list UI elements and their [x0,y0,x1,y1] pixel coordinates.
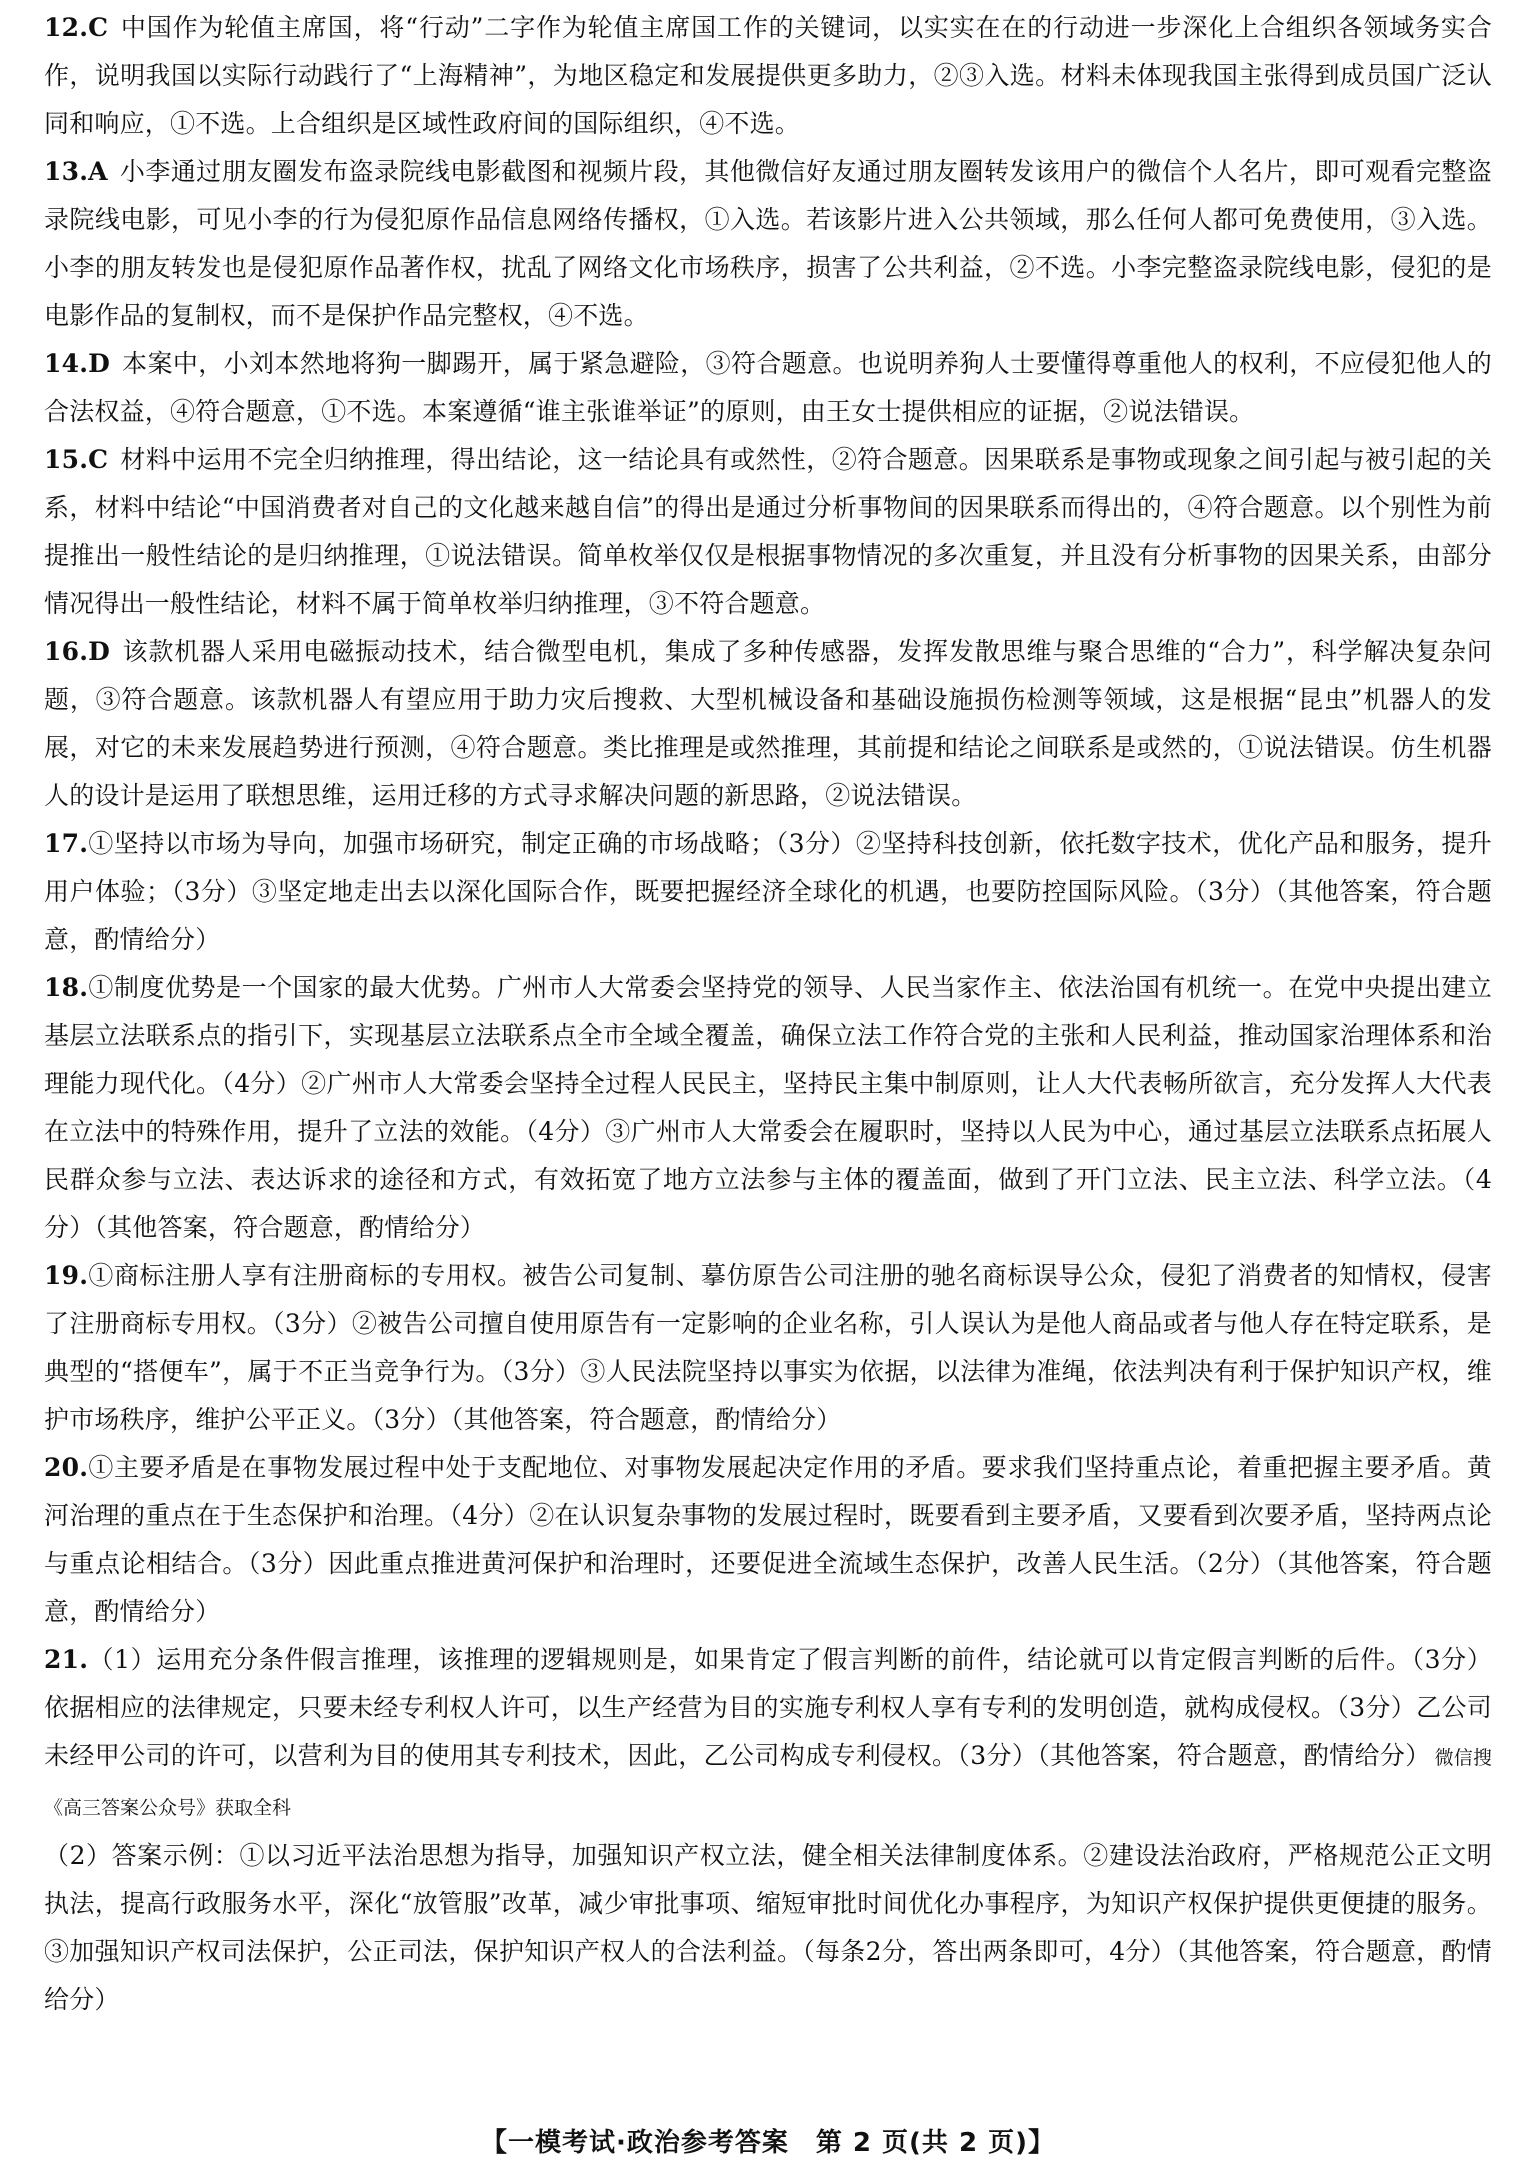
question-number: 16. [44,637,89,666]
answer-explanation: （1）运用充分条件假言推理，该推理的逻辑规则是，如果肯定了假言判断的前件，结论就可以肯定假言判断的后件。（3分）依据相应的法律规定，只要未经专利权人许可，以生产经营为目的实施专利权人享有专利的发明创造，就构成侵权。（3分）乙公司未经甲公司的许可，以营利为目的使用其专利技术，因此，乙公司构成专利侵权。（3分）（其他答案，符合题意，酌情给分） [44,1645,1492,1770]
question-number: 12. [44,13,89,42]
answer-18 [44,964,1492,1252]
question-number: 21. [44,1645,89,1674]
answer-17 [44,820,1492,964]
answer-16 [44,628,1492,820]
answer-explanation: 本案中，小刘本然地将狗一脚踢开，属于紧急避险，③符合题意。也说明养狗人士要懂得尊重他人的权利，不应侵犯他人的合法权益，④符合题意，①不选。本案遵循“谁主张谁举证”的原则，由王女士提供相应的证据，②说法错误。 [44,349,1492,426]
answer-explanation: 中国作为轮值主席国，将“行动”二字作为轮值主席国工作的关键词，以实实在在的行动进一步深化上合组织各领域务实合作，说明我国以实际行动践行了“上海精神”，为地区稳定和发展提供更多助力，②③入选。材料未体现我国主张得到成员国广泛认同和响应，①不选。上合组织是区域性政府间的国际组织，④不选。 [44,13,1492,138]
answer-14 [44,340,1492,436]
question-number: 19. [44,1261,89,1290]
answer-19 [44,1252,1492,1444]
watermark-text: 微信搜《高三答案公众号》获取全科 [44,1747,1492,1819]
answer-explanation: ①商标注册人享有注册商标的专用权。被告公司复制、摹仿原告公司注册的驰名商标误导公众，侵犯了消费者的知情权，侵害了注册商标专用权。（3分）②被告公司擅自使用原告有一定影响的企业名称，引人误认为是他人商品或者与他人存在特定联系，是典型的“搭便车”，属于不正当竞争行为。（3分）③人民法院坚持以事实为依据，以法律为准绳，依法判决有利于保护知识产权，维护市场秩序，维护公平正义。（3分）（其他答案，符合题意，酌情给分） [44,1261,1492,1434]
answer-key: C [88,445,109,474]
question-number: 18. [44,973,89,1002]
question-number: 20. [44,1453,89,1482]
answer-explanation: （2）答案示例：①以习近平法治思想为指导，加强知识产权立法，健全相关法律制度体系。②建设法治政府，严格规范公正文明执法，提高行政服务水平，深化“放管服”改革，减少审批事项、缩短审批时间优化办事程序，为知识产权保护提供更便捷的服务。③加强知识产权司法保护，公正司法，保护知识产权人的合法利益。（每条2分，答出两条即可，4分）（其他答案，符合题意，酌情给分） [44,1841,1492,2014]
answer-explanation: 小李通过朋友圈发布盗录院线电影截图和视频片段，其他微信好友通过朋友圈转发该用户的微信个人名片，即可观看完整盗录院线电影，可见小李的行为侵犯原作品信息网络传播权，①入选。若该影片进入公共领域，那么任何人都可免费使用，③入选。小李的朋友转发也是侵犯原作品著作权，扰乱了网络文化市场秩序，损害了公共利益，②不选。小李完整盗录院线电影，侵犯的是电影作品的复制权，而不是保护作品完整权，④不选。 [44,157,1492,330]
answer-20 [44,1444,1492,1636]
answer-13 [44,148,1492,340]
answer-15 [44,436,1492,628]
answer-key: D [88,637,110,666]
page-footer: 【一模考试·政治参考答案 第 2 页(共 2 页)】 [480,2128,1056,2158]
answer-key: C [88,13,109,42]
question-number: 14. [44,349,89,378]
question-number: 13. [44,157,89,186]
answer-explanation: ①主要矛盾是在事物发展过程中处于支配地位、对事物发展起决定作用的矛盾。要求我们坚持重点论，着重把握主要矛盾。黄河治理的重点在于生态保护和治理。（4分）②在认识复杂事物的发展过程时，既要看到主要矛盾，又要看到次要矛盾，坚持两点论与重点论相结合。（3分）因此重点推进黄河保护和治理时，还要促进全流域生态保护，改善人民生活。（2分）（其他答案，符合题意，酌情给分） [44,1453,1492,1626]
answer-explanation: 该款机器人采用电磁振动技术，结合微型电机，集成了多种传感器，发挥发散思维与聚合思维的“合力”，科学解决复杂问题，③符合题意。该款机器人有望应用于助力灾后搜救、大型机械设备和基础设施损伤检测等领域，这是根据“昆虫”机器人的发展，对它的未来发展趋势进行预测，④符合题意。类比推理是或然推理，其前提和结论之间联系是或然的，①说法错误。仿生机器人的设计是运用了联想思维，运用迁移的方式寻求解决问题的新思路，②说法错误。 [44,637,1492,810]
answer-explanation: 材料中运用不完全归纳推理，得出结论，这一结论具有或然性，②符合题意。因果联系是事物或现象之间引起与被引起的关系，材料中结论“中国消费者对自己的文化越来越自信”的得出是通过分析事物间的因果联系而得出的，④符合题意。以个别性为前提推出一般性结论的是归纳推理，①说法错误。简单枚举仅仅是根据事物情况的多次重复，并且没有分析事物的因果关系，由部分情况得出一般性结论，材料不属于简单枚举归纳推理，③不符合题意。 [44,445,1492,618]
answer-explanation: ①制度优势是一个国家的最大优势。广州市人大常委会坚持党的领导、人民当家作主、依法治国有机统一。在党中央提出建立基层立法联系点的指引下，实现基层立法联系点全市全域全覆盖，确保立法工作符合党的主张和人民利益，推动国家治理体系和治理能力现代化。（4分）②广州市人大常委会坚持全过程人民民主，坚持民主集中制原则，让人大代表畅所欲言，充分发挥人大代表在立法中的特殊作用，提升了立法的效能。（4分）③广州市人大常委会在履职时，坚持以人民为中心，通过基层立法联系点拓展人民群众参与立法、表达诉求的途径和方式，有效拓宽了地方立法参与主体的覆盖面，做到了开门立法、民主立法、科学立法。（4分）（其他答案，符合题意，酌情给分） [44,973,1492,1242]
answer-12 [44,4,1492,148]
answer-key: D [88,349,110,378]
question-number: 17. [44,829,89,858]
answer-explanation: ①坚持以市场为导向，加强市场研究，制定正确的市场战略；（3分）②坚持科技创新，依托数字技术，优化产品和服务，提升用户体验；（3分）③坚定地走出去以深化国际合作，既要把握经济全球化的机遇，也要防控国际风险。（3分）（其他答案，符合题意，酌情给分） [44,829,1492,954]
answer-key: A [88,157,108,186]
answer-21-part-1 [44,1636,1492,1832]
answer-21-part-2 [44,1832,1492,2024]
question-number: 15. [44,445,89,474]
